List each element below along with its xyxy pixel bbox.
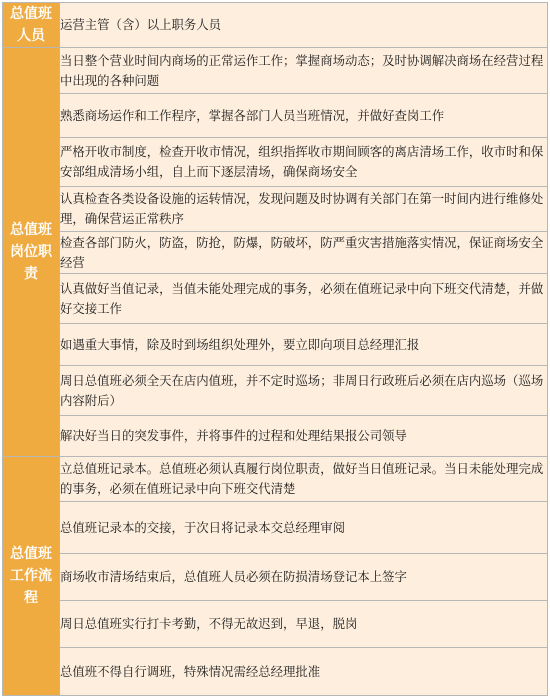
item-cell: 严格开收市制度，检查开收市情况，组织指挥收市期间顾客的离店清场工作，收市时和保安部组成清场小组，自上而下逐层清场，确保商场安全	[60, 138, 548, 187]
item-cell: 周日总值班必须全天在店内值班，并不定时巡场；非周日行政班后必须在店内巡场（巡场内容附后）	[60, 366, 548, 416]
item-cell: 检查各部门防火，防盗，防抢，防爆，防破坏，防严重灾害措施落实情况，保证商场安全经营	[60, 232, 548, 274]
item-cell: 认真做好当值记录，当值未能处理完成的事务，必须在值班记录中向下班交代清楚，并做好交接工作	[60, 274, 548, 324]
duty-table	[2, 2, 548, 696]
table-row	[3, 232, 548, 274]
item-cell: 运营主管（含）以上职务人员	[60, 3, 548, 48]
table-row	[3, 138, 548, 187]
table-row	[3, 274, 548, 324]
item-cell: 立总值班记录本。总值班必须认真履行岗位职责，做好当日值班记录。当日未能处理完成的事务，必须在值班记录中向下班交代清楚	[60, 457, 548, 502]
item-cell: 当日整个营业时间内商场的正常运作工作；掌握商场动态；及时协调解决商场在经营过程中出现的各种问题	[60, 48, 548, 94]
item-cell: 解决好当日的突发事件，并将事件的过程和处理结果报公司领导	[60, 416, 548, 457]
table-row	[3, 324, 548, 366]
table-row	[3, 648, 548, 696]
table-row	[3, 366, 548, 416]
table-row	[3, 3, 548, 48]
item-cell: 熟悉商场运作和工作程序，掌握各部门人员当班情况，并做好查岗工作	[60, 94, 548, 138]
table-row	[3, 48, 548, 94]
item-cell: 周日总值班实行打卡考勤，不得无故迟到，早退，脱岗	[60, 601, 548, 648]
category-title: 总值班岗位职责	[10, 222, 52, 282]
item-cell: 商场收市清场结束后，总值班人员必须在防损清场登记本上签字	[60, 554, 548, 601]
item-cell: 如遇重大事情，除及时到场组织处理外，要立即向项目总经理汇报	[60, 324, 548, 366]
category-cell-duties	[3, 48, 60, 457]
category-cell-workflow	[3, 457, 60, 696]
table-row	[3, 601, 548, 648]
table-row	[3, 94, 548, 138]
item-cell: 总值班记录本的交接，于次日将记录本交总经理审阅	[60, 502, 548, 554]
table-row	[3, 187, 548, 232]
table-row	[3, 416, 548, 457]
category-title: 总值班人员	[10, 6, 52, 44]
category-cell-personnel	[3, 3, 60, 48]
item-cell: 总值班不得自行调班，特殊情况需经总经理批准	[60, 648, 548, 696]
item-cell: 认真检查各类设备设施的运转情况，发现问题及时协调有关部门在第一时间内进行维修处理，确保营运正常秩序	[60, 187, 548, 232]
table-row	[3, 554, 548, 601]
category-title: 总值班工作流程	[10, 546, 52, 606]
table-row	[3, 502, 548, 554]
table-row	[3, 457, 548, 502]
